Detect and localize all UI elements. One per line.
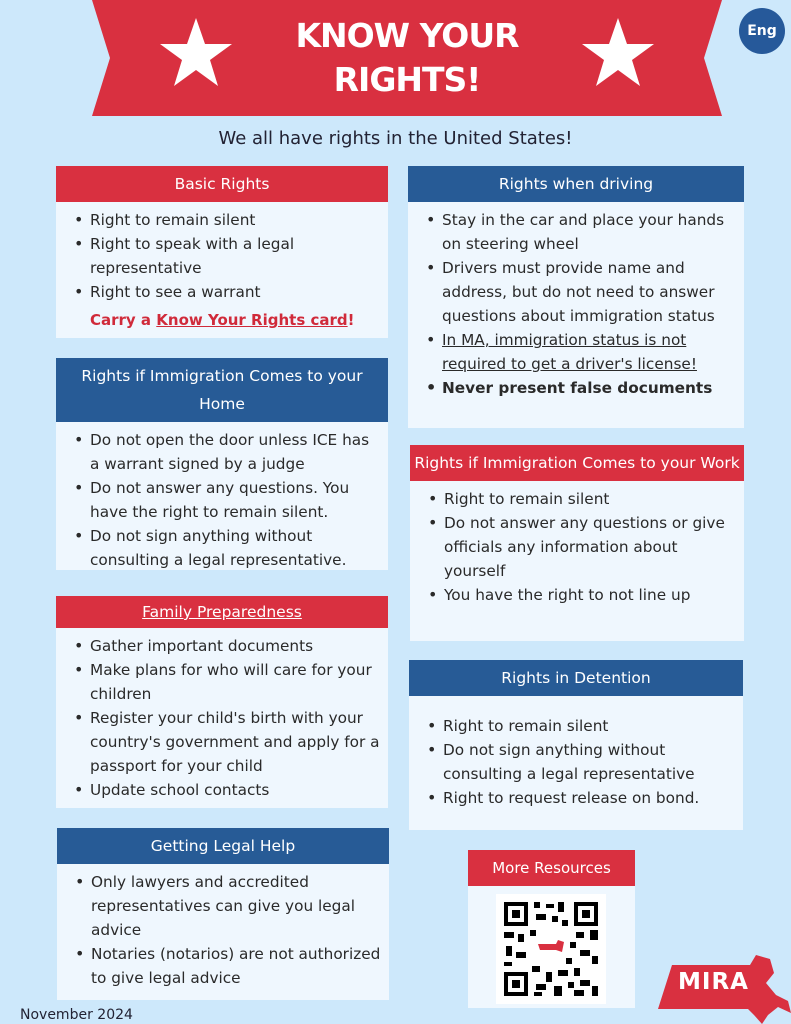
bullet-list bbox=[410, 481, 744, 611]
kyr-card-link[interactable]: Know Your Rights card bbox=[156, 311, 348, 329]
list-item: • You have the right to not line up bbox=[426, 583, 736, 607]
list-item: • Right to speak with a legal representative bbox=[72, 232, 380, 280]
bullet-list bbox=[56, 202, 388, 308]
card-legal-help bbox=[57, 828, 389, 1000]
card-immigration-home bbox=[56, 358, 388, 570]
card-driving bbox=[408, 166, 744, 428]
list-item: • Notaries (notarios) are not authorized to give legal advice bbox=[73, 942, 381, 990]
card-header: Getting Legal Help bbox=[57, 828, 389, 864]
list-item: • Do not open the door unless ICE has a warrant signed by a judge bbox=[72, 428, 380, 476]
mira-logo bbox=[658, 955, 791, 1024]
list-item: • Right to remain silent bbox=[425, 714, 735, 738]
title-line-1: KNOW YOUR bbox=[295, 16, 519, 55]
card-header: Rights in Detention bbox=[409, 660, 743, 696]
list-item: • Right to request release on bond. bbox=[425, 786, 735, 810]
footer-date: November 2024 bbox=[20, 1007, 133, 1023]
subtitle: We all have rights in the United States! bbox=[218, 128, 573, 149]
bullet-list bbox=[409, 696, 743, 814]
list-item: • Right to see a warrant bbox=[72, 280, 380, 304]
list-item: • Drivers must provide name and address, but do not need to answer questions about immigration status bbox=[424, 256, 736, 328]
card-header: Rights when driving bbox=[408, 166, 744, 202]
kyr-card-note: Carry a Know Your Rights card! bbox=[90, 311, 355, 329]
list-item: • Right to remain silent bbox=[72, 208, 380, 232]
list-item: • Right to remain silent bbox=[426, 487, 736, 511]
card-detention bbox=[409, 660, 743, 830]
title-banner bbox=[92, 0, 722, 116]
logo-text: MIRA bbox=[678, 969, 749, 995]
list-item: • Register your child's birth with your country's government and apply for a passport for your child bbox=[72, 706, 380, 778]
bullet-list bbox=[56, 628, 388, 806]
card-header: Rights if Immigration Comes to your Work bbox=[410, 445, 744, 481]
card-basic-rights bbox=[56, 166, 388, 338]
bullet-list bbox=[56, 422, 388, 576]
family-preparedness-link[interactable]: Family Preparedness bbox=[56, 596, 388, 628]
list-item: • Do not answer any questions or give officials any information about yourself bbox=[426, 511, 736, 583]
card-more-resources bbox=[468, 850, 635, 1008]
list-item: • Stay in the car and place your hands on steering wheel bbox=[424, 208, 736, 256]
card-immigration-work bbox=[410, 445, 744, 641]
language-button[interactable]: Eng bbox=[739, 8, 785, 54]
title-line-2: RIGHTS! bbox=[333, 60, 481, 99]
card-header: Basic Rights bbox=[56, 166, 388, 202]
list-item: • Never present false documents bbox=[424, 376, 736, 400]
bullet-list bbox=[408, 202, 744, 404]
list-item: • Update school contacts bbox=[72, 778, 380, 802]
qr-code-icon[interactable] bbox=[496, 894, 606, 1004]
list-item: • Only lawyers and accredited representatives can give you legal advice bbox=[73, 870, 381, 942]
card-family-preparedness bbox=[56, 596, 388, 808]
bullet-list bbox=[57, 864, 389, 994]
list-item-link[interactable]: • In MA, immigration status is not required to get a driver's license! bbox=[424, 328, 736, 376]
list-item: • Do not answer any questions. You have the right to remain silent. bbox=[72, 476, 380, 524]
list-item: • Do not sign anything without consulting a legal representative bbox=[425, 738, 735, 786]
list-item: • Gather important documents bbox=[72, 634, 380, 658]
list-item: • Do not sign anything without consulting a legal representative. bbox=[72, 524, 380, 572]
list-item: • Make plans for who will care for your children bbox=[72, 658, 380, 706]
card-header: More Resources bbox=[468, 850, 635, 886]
page-title bbox=[92, 14, 722, 102]
card-header: Rights if Immigration Comes to your Home bbox=[56, 358, 388, 422]
